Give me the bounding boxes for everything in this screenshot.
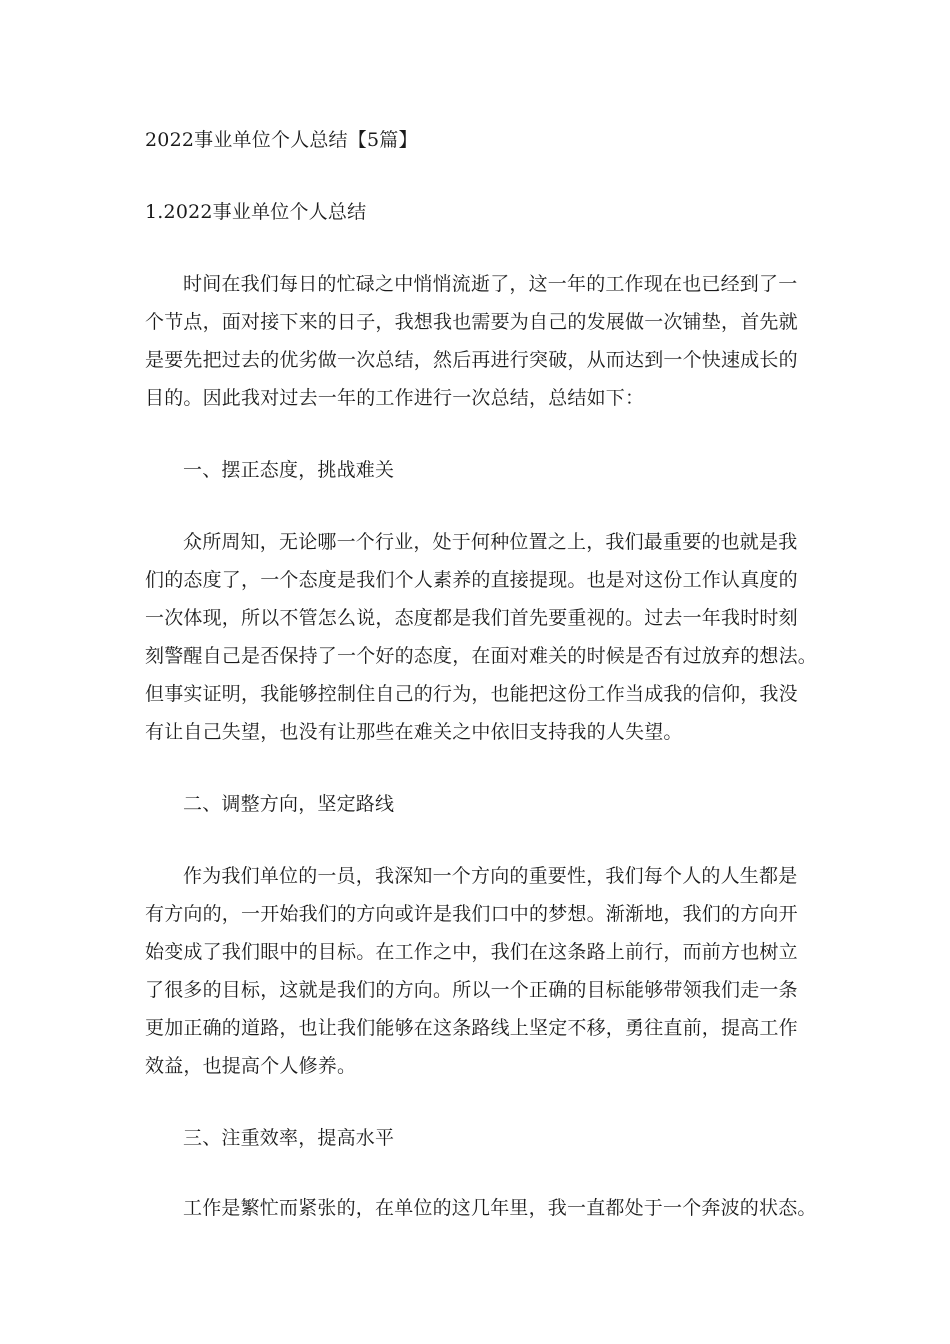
paragraph-line: 工作是繁忙而紧张的，在单位的这几年里，我一直都处于一个奔波的状态。: [183, 1197, 817, 1219]
paragraph-line: 但事实证明，我能够控制住自己的行为，也能把这份工作当成我的信仰，我没: [145, 683, 798, 705]
paragraph-line: 了很多的目标，这就是我们的方向。所以一个正确的目标能够带领我们走一条: [145, 979, 798, 1001]
paragraph-line: 作为我们单位的一员，我深知一个方向的重要性，我们每个人的人生都是: [183, 865, 798, 887]
document-subtitle: 1.2022事业单位个人总结: [145, 201, 367, 223]
paragraph-line: 个节点，面对接下来的日子，我想我也需要为自己的发展做一次铺垫，首先就: [145, 311, 798, 333]
section-heading-1: 一、摆正态度，挑战难关: [183, 459, 395, 481]
paragraph-line: 们的态度了，一个态度是我们个人素养的直接提现。也是对这份工作认真度的: [145, 569, 798, 591]
paragraph-line: 效益，也提高个人修养。: [145, 1055, 357, 1077]
paragraph-line: 始变成了我们眼中的目标。在工作之中，我们在这条路上前行，而前方也树立: [145, 941, 798, 963]
paragraph-line: 众所周知，无论哪一个行业，处于何种位置之上，我们最重要的也就是我: [183, 531, 798, 553]
paragraph-line: 有方向的，一开始我们的方向或许是我们口中的梦想。渐渐地，我们的方向开: [145, 903, 798, 925]
document-title: 2022事业单位个人总结【5篇】: [145, 129, 418, 151]
paragraph-line: 更加正确的道路，也让我们能够在这条路线上坚定不移，勇往直前，提高工作: [145, 1017, 798, 1039]
paragraph-line: 刻警醒自己是否保持了一个好的态度，在面对难关的时候是否有过放弃的想法。: [145, 645, 818, 667]
paragraph-line: 有让自己失望，也没有让那些在难关之中依旧支持我的人失望。: [145, 721, 683, 743]
section-heading-3: 三、注重效率，提高水平: [183, 1127, 395, 1149]
paragraph-line: 时间在我们每日的忙碌之中悄悄流逝了，这一年的工作现在也已经到了一: [183, 273, 798, 295]
paragraph-line: 目的。因此我对过去一年的工作进行一次总结，总结如下：: [145, 387, 645, 409]
paragraph-line: 一次体现，所以不管怎么说，态度都是我们首先要重视的。过去一年我时时刻: [145, 607, 798, 629]
paragraph-line: 是要先把过去的优劣做一次总结，然后再进行突破，从而达到一个快速成长的: [145, 349, 798, 371]
section-heading-2: 二、调整方向，坚定路线: [183, 793, 395, 815]
